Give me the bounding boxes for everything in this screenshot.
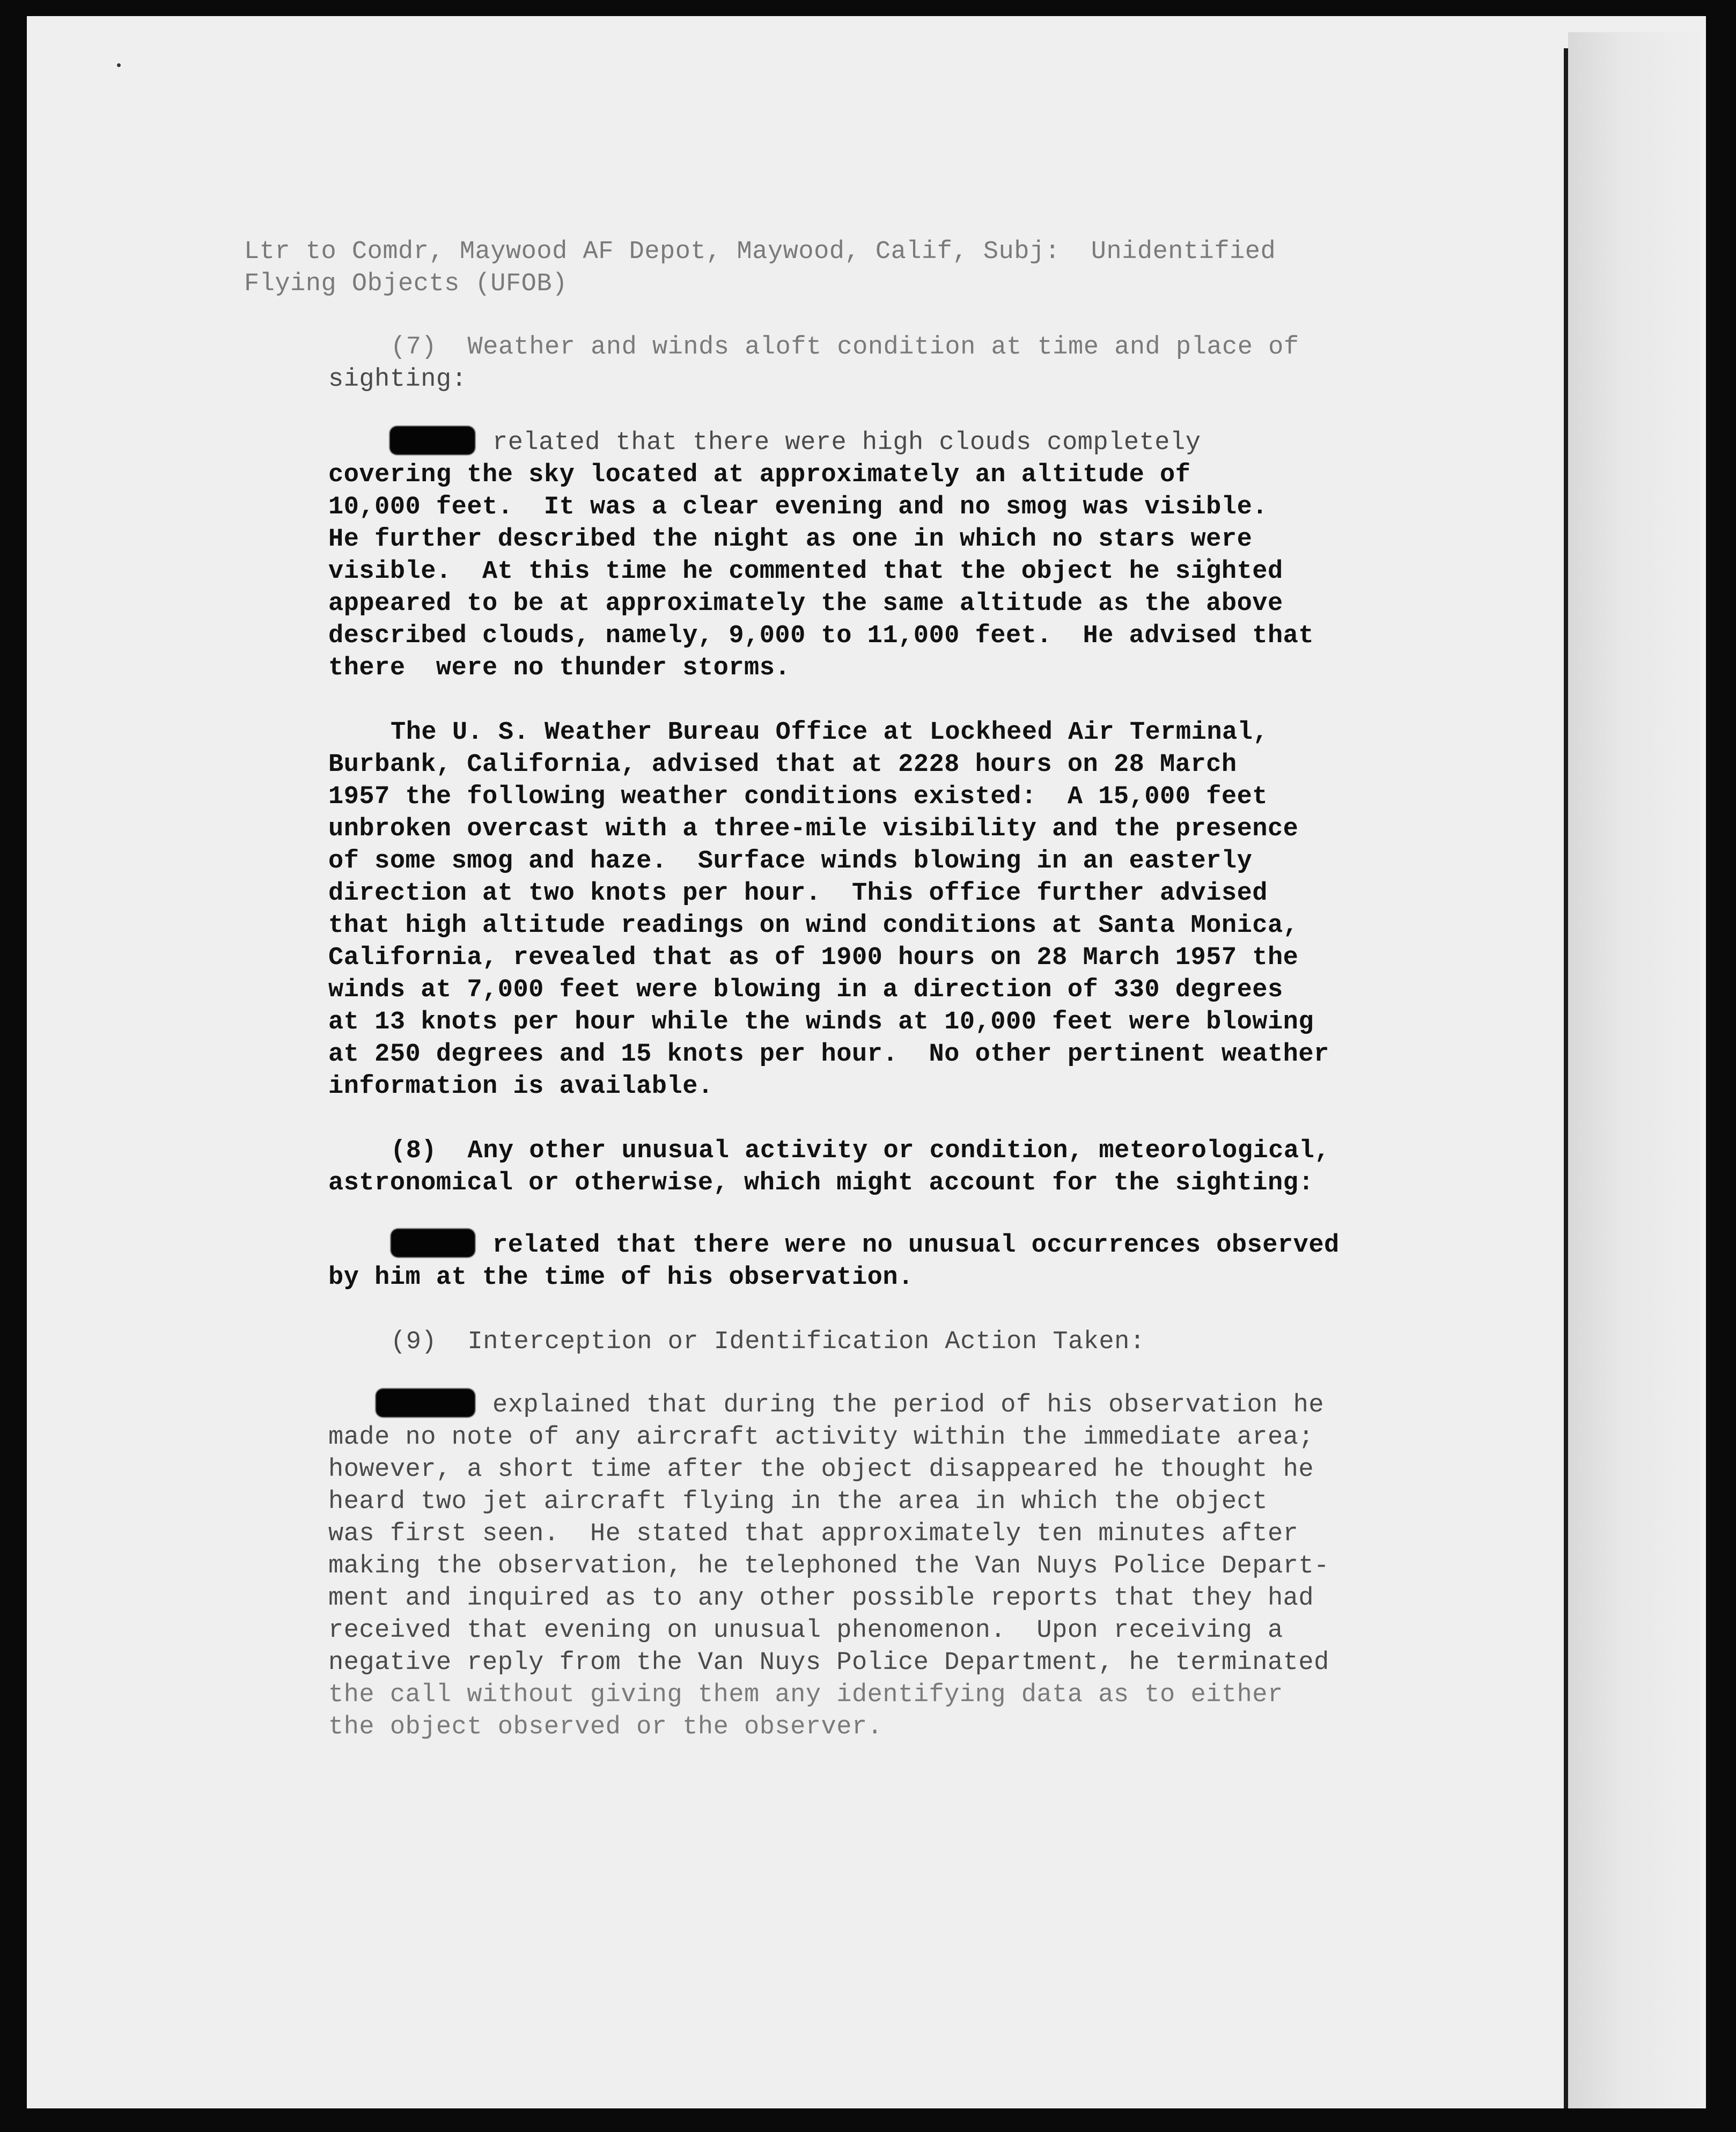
paragraph-line: related that there were high clouds completely xyxy=(492,429,1201,457)
paragraph-line: was first seen. He stated that approximately ten minutes after xyxy=(328,1520,1299,1548)
header-line-2: Flying Objects (UFOB) xyxy=(244,270,568,298)
paragraph-line: received that evening on unusual phenomenon. Upon receiving a xyxy=(328,1616,1283,1645)
paragraph-line: the object observed or the observer. xyxy=(328,1713,883,1741)
paragraph-line: however, a short time after the object disappeared he thought he xyxy=(328,1455,1314,1484)
paragraph-line: there were no thunder storms. xyxy=(328,654,791,682)
paragraph-line: winds at 7,000 feet were blowing in a direction of 330 degrees xyxy=(328,976,1283,1004)
paragraph-line: appeared to be at approximately the same altitude as the above xyxy=(328,590,1283,618)
paragraph-line: at 13 knots per hour while the winds at 10,000 feet were blowing xyxy=(328,1008,1314,1036)
paragraph-line: at 250 degrees and 15 knots per hour. No other pertinent weather xyxy=(328,1040,1329,1069)
paragraph-line: that high altitude readings on wind conditions at Santa Monica, xyxy=(328,911,1299,940)
paragraph-line: information is available. xyxy=(328,1072,713,1101)
paragraph-line: related that there were no unusual occurrences observed xyxy=(492,1231,1340,1260)
paragraph-line: direction at two knots per hour. This office further advised xyxy=(328,879,1268,908)
paragraph-line: visible. At this time he commented that the object he sighted xyxy=(328,557,1283,586)
paragraph-line: heard two jet aircraft flying in the area in which the object xyxy=(328,1488,1268,1516)
section-7-heading: (7) Weather and winds aloft condition at time and place of xyxy=(391,333,1299,362)
paragraph-line: making the observation, he telephoned the Van Nuys Police Depart- xyxy=(328,1552,1329,1580)
paragraph-line: explained that during the period of his observation he xyxy=(492,1391,1325,1420)
redaction-block xyxy=(391,1229,475,1258)
section-9-heading: (9) Interception or Identification Action Taken: xyxy=(391,1328,1145,1356)
redaction-block xyxy=(376,1388,475,1417)
paragraph-line: unbroken overcast with a three-mile visibility and the presence xyxy=(328,815,1299,843)
paragraph-line: covering the sky located at approximately an altitude of xyxy=(328,461,1191,489)
paragraph-line: He further described the night as one in which no stars were xyxy=(328,525,1253,554)
section-7-heading-cont: sighting: xyxy=(328,365,467,394)
paragraph-line: California, revealed that as of 1900 hours on 28 March 1957 the xyxy=(328,944,1299,972)
paragraph-line: the call without giving them any identifying data as to either xyxy=(328,1681,1283,1709)
paragraph-line: negative reply from the Van Nuys Police Department, he terminated xyxy=(328,1649,1329,1677)
paragraph-line: of some smog and haze. Surface winds blowing in an easterly xyxy=(328,847,1253,876)
header-line-1: Ltr to Comdr, Maywood AF Depot, Maywood, Calif, Subj: Unidentified xyxy=(244,238,1276,266)
section-8-heading-cont: astronomical or otherwise, which might account for the sighting: xyxy=(328,1169,1314,1197)
paragraph-line: ment and inquired as to any other possible reports that they had xyxy=(328,1584,1314,1613)
paragraph-line: 1957 the following weather conditions existed: A 15,000 feet xyxy=(328,783,1268,811)
section-8-heading: (8) Any other unusual activity or condition, meteorological, xyxy=(391,1137,1330,1165)
redaction-block xyxy=(389,426,475,455)
paragraph-line: 10,000 feet. It was a clear evening and no smog was visible. xyxy=(328,493,1268,521)
paragraph-line: The U. S. Weather Bureau Office at Lockheed Air Terminal, xyxy=(391,718,1269,747)
paragraph-line: Burbank, California, advised that at 2228 hours on 28 March xyxy=(328,751,1237,779)
paragraph-line: made no note of any aircraft activity within the immediate area; xyxy=(328,1423,1314,1452)
paragraph-line: described clouds, namely, 9,000 to 11,000 feet. He advised that xyxy=(328,622,1314,650)
paragraph-line: by him at the time of his observation. xyxy=(328,1263,914,1292)
